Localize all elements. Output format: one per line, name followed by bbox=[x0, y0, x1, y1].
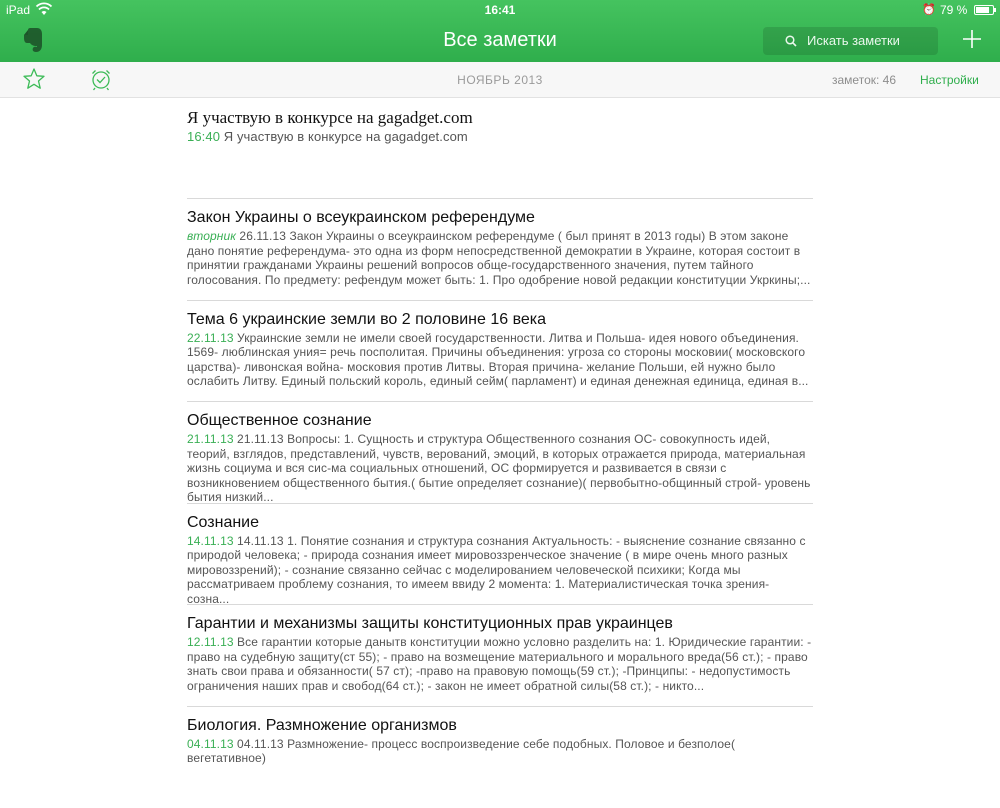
note-item[interactable] bbox=[187, 199, 813, 301]
status-time: 16:41 bbox=[0, 3, 1000, 17]
note-item[interactable] bbox=[187, 707, 813, 808]
battery-icon bbox=[974, 5, 994, 15]
battery-percent: 79 % bbox=[940, 3, 967, 17]
note-snippet bbox=[187, 737, 813, 766]
note-date: 22.11.13 bbox=[187, 331, 234, 345]
note-title: Гарантии и механизмы защиты конституционных прав украинцев bbox=[187, 615, 813, 633]
note-date: 12.11.13 bbox=[187, 635, 234, 649]
note-snippet bbox=[187, 432, 813, 505]
page-title: Все заметки bbox=[0, 29, 1000, 52]
note-item[interactable] bbox=[187, 301, 813, 403]
note-date: 04.11.13 bbox=[187, 737, 234, 751]
note-date: 16:40 bbox=[187, 129, 220, 144]
note-text: Все гарантии которые данытв конституции можно условно разделить на: 1. Юридические гарантии: - право на судебную защиту(ст 55); - право на возмещение материального и морального вреда(56 ст.); - право знать свои права и обязанности( 57 ст); -право на правовую помощь(59 ст.); -Принципы: - недопустимость ограничения наших прав и свобод(64 ст.); - закон не имеет обратной силы(58 ст.); - никто... bbox=[187, 635, 811, 693]
note-snippet bbox=[187, 331, 813, 389]
note-item[interactable] bbox=[187, 98, 813, 199]
note-title: Сознание bbox=[187, 514, 813, 532]
note-text: 14.11.13 1. Понятие сознания и структура сознания Актуальность: - выяснение сознание связанно с природой человека; - природа сознания имеет мировоззренческое значение ( в мире очень много разных мировоззрений); - сознание связанно сейчас с моделированием человеческой психики; Когда мы рассматриваем проблему сознания, то имеем ввиду 2 момента: 1. Материалистическая точка зрения- созна... bbox=[187, 534, 806, 606]
section-month-label: НОЯБРЬ 2013 bbox=[0, 73, 1000, 87]
note-text: 26.11.13 Закон Украины о всеукраинском референдуме ( был принят в 2013 годы) В этом законе дано понятие референдума- это одна из форм непосредственной демократии в Украине, которая состоит в принятии гражданами Украины решений вопросов обще-государственного значения, путем тайного голосования. По предмету: рефендум может быть: 1. Про одобрение новой редакции конституции Укркины;... bbox=[187, 229, 810, 287]
note-snippet bbox=[187, 635, 813, 693]
settings-link[interactable]: Настройки bbox=[920, 73, 979, 87]
alarm-icon: ⏰ bbox=[922, 3, 936, 16]
note-count: заметок: 46 bbox=[832, 73, 896, 87]
notes-list bbox=[187, 98, 813, 808]
add-note-icon[interactable] bbox=[961, 28, 983, 50]
carrier-label: iPad bbox=[6, 3, 30, 17]
header-bar bbox=[0, 0, 1000, 62]
note-date: 21.11.13 bbox=[187, 432, 234, 446]
search-icon bbox=[785, 35, 797, 47]
note-text: 04.11.13 Размножение- процесс воспроизведение себе подобных. Половое и безполое( вегетативное) bbox=[187, 737, 735, 766]
note-title: Закон Украины о всеукраинском референдуме bbox=[187, 209, 813, 227]
status-bar bbox=[0, 0, 1000, 20]
note-item[interactable] bbox=[187, 605, 813, 707]
note-text: 21.11.13 Вопросы: 1. Сущность и структура Общественного сознания ОС- совокупность идей, теорий, взглядов, представлений, чувств, верований, эмоций, в которых отражается природа, материальная жизнь социума и вся сис-ма социальных отношений, ОС формируется и развивается в связи с возникновением общественного бытия.( бытие определяет сознание)( первобытно-общинный строй- уровень бытия низкий... bbox=[187, 432, 810, 504]
note-date: 14.11.13 bbox=[187, 534, 234, 548]
note-snippet bbox=[187, 534, 813, 607]
note-item[interactable] bbox=[187, 402, 813, 504]
note-day: вторник bbox=[187, 229, 236, 243]
note-text: Я участвую в конкурсе на gagadget.com bbox=[220, 129, 468, 144]
note-snippet bbox=[187, 229, 813, 287]
note-title: Биология. Размножение организмов bbox=[187, 717, 813, 735]
note-title: Я участвую в конкурсе на gagadget.com bbox=[187, 108, 813, 128]
note-title: Общественное сознание bbox=[187, 412, 813, 430]
note-snippet bbox=[187, 130, 813, 145]
note-title: Тема 6 украинские земли во 2 половине 16 века bbox=[187, 311, 813, 329]
note-text: Украинские земли не имели своей государственности. Литва и Польша- идея нового объединения. 1569- люблинская уния= речь посполитая. Причины объединения: угроза со стороны московии( московского царства)- ливонская война- московия против Литвы. Вторая причина- желание Польши, ей нужно было ослабить Литву. Единый польский король, единый сейм( парламент) и единая денежная единица, единая в... bbox=[187, 331, 809, 389]
note-item[interactable] bbox=[187, 504, 813, 606]
search-placeholder: Искать заметки bbox=[807, 33, 900, 48]
search-input[interactable] bbox=[763, 27, 938, 55]
list-toolbar bbox=[0, 62, 1000, 98]
